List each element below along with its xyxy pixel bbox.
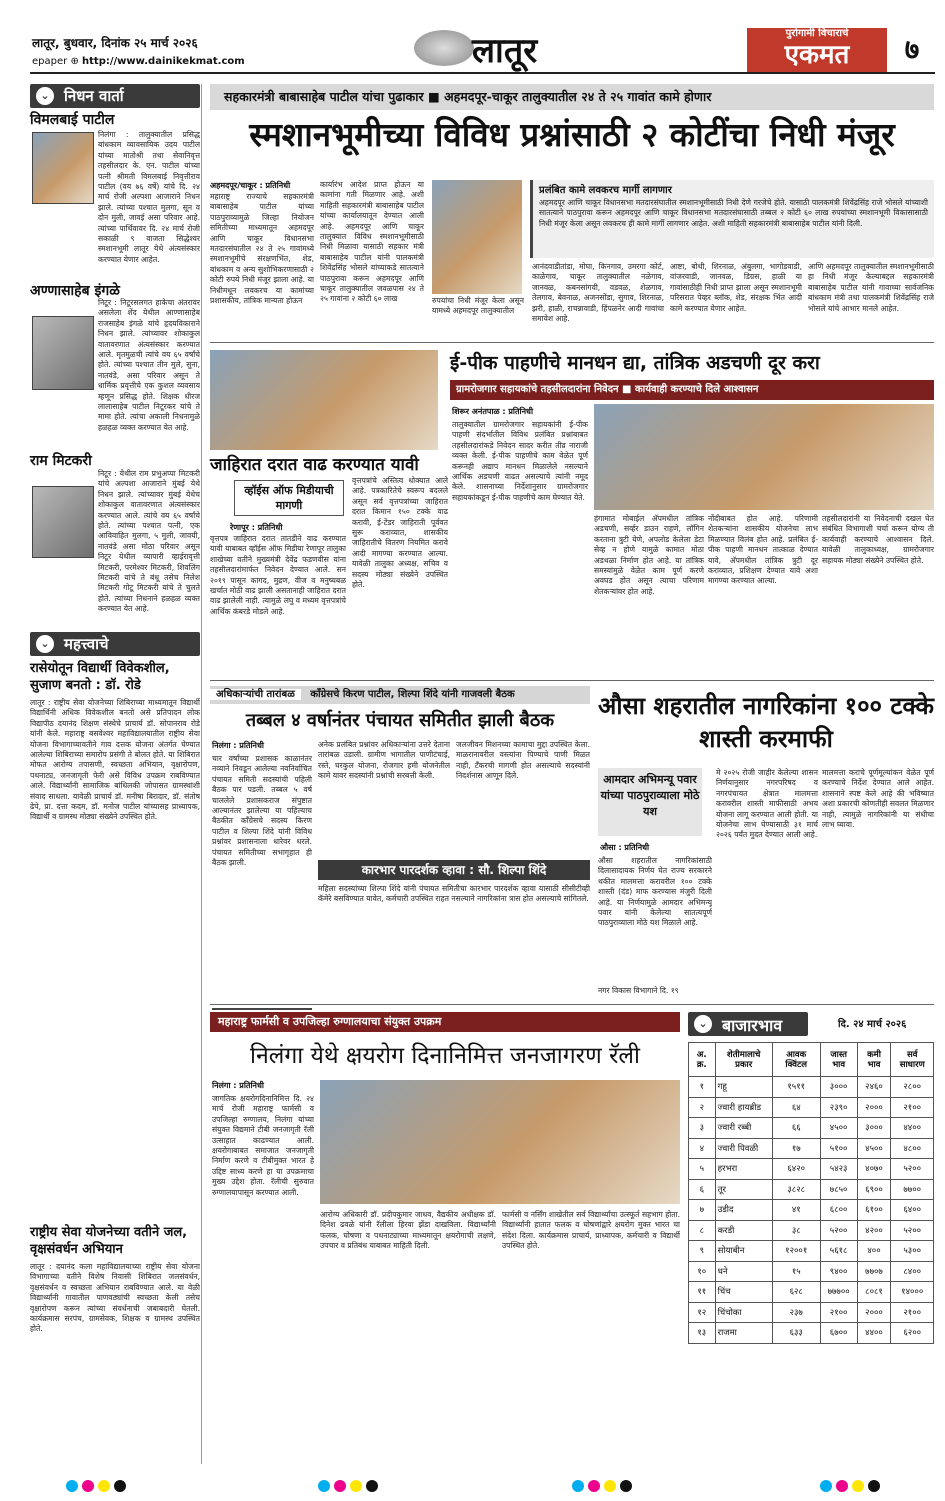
registration-dot-icon <box>82 1480 94 1492</box>
market-cell: ४१ <box>772 1200 820 1221</box>
market-cell: ७ <box>689 1200 716 1221</box>
nilanga-dateline: निलंगा : प्रतिनिधी <box>212 1081 264 1090</box>
market-cell: २००० <box>857 1302 891 1323</box>
commodity-name: तूर <box>715 1179 772 1200</box>
market-cell: ३००० <box>820 1077 857 1098</box>
epeek-body-col1: तालुक्यातील ग्रामरोजगार सहायकांनी ई-पीक पाहणी संदर्भातील विविध प्रलंबित प्रश्नांबाबत तहसीलदारांकडे निवेदन सादर करीत तीव्र नाराजी व्यक्त केली. ई-पीक पाहणीचे काम वेळेत पूर्ण करूनही अद्याप मानधन मिळालेले नसल्याने आर्थिक अडचणी वाढत असल्याचे त्यांनी नमूद केले. शासनाच्या निर्देशानुसार ग्रामरोजगार सहायकांकडून ई-पीक पाहणीचे काम घेण्यात येते. <box>452 420 588 502</box>
chevron-down-icon: ⌄ <box>694 1015 712 1033</box>
market-cell: १५ <box>772 1261 820 1282</box>
panchayat-body-col1: चार वर्षांच्या प्रशासक काळानंतर नव्याने निवडून आलेल्या नवनिर्वाचित पंचायत समिती सदस्यांची पहिली बैठक पार पडली. तब्बल ५ वर्ष चाललेले प्रशासकराज संपुष्टात आल्यानंतर झालेल्या या पहिल्याच बैठकीत काँग्रेसचे सदस्य किरण पाटील व शिल्पा शिंदे यांनी विविध प्रश्नांवर प्रशासनाला धारेवर धरले. पंचायत समितीच्या सभागृहात ही बैठक झाली. <box>212 754 312 868</box>
market-cell: ७८५० <box>820 1179 857 1200</box>
market-cell: २१०० <box>891 1302 934 1323</box>
market-cell: १५११ <box>772 1077 820 1098</box>
epeek-body-col3: नोंदीबाबत होत आहे. परिणामी शेतकऱ्यांना शासकीय योजनेचा लाभ मिळण्यात विलंब होत आहे. प्रलंबित ई-पीक पाहणी मानधन तात्काळ देण्यात यावे, अ‍ॅपमधील तांत्रिक त्रुटी दूर कराव्यात, प्रशिक्षण देण्यात यावे अशा मागण्या करण्यात आल्या. <box>708 514 818 586</box>
lead-box <box>530 180 934 258</box>
nilanga-body-col1: जागतिक क्षयरोगदिनानिमित्त दि. २४ मार्च रोजी महाराष्ट्र फार्मसी व उपजिल्हा रुग्णालय, निलंगा यांच्या संयुक्त विद्यमाने टीबी जनजागृती रॅली उत्साहात काढण्यात आली. क्षयरोगाबाबत समाजात जनजागृती निर्माण करणे व टीबीमुक्त भारत हे उद्दिष्ट साध्य करणे हा या उपक्रमाचा मुख्य उद्देश होता. रॅलीची सुरुवात रुग्णालयापासून करण्यात आली. <box>212 1094 314 1197</box>
market-cell: ४४०० <box>857 1323 891 1344</box>
table-row <box>689 1200 934 1221</box>
market-cell: २३९० <box>820 1097 857 1118</box>
market-cell: १३ <box>689 1323 716 1344</box>
table-row <box>689 1179 934 1200</box>
left-article-1-title: रासेयोतून विद्यार्थी विवेकशील, सुजाण बनतो : डॉ. रोडे <box>30 661 170 693</box>
market-cell: ७७०० <box>891 1179 934 1200</box>
registration-dot-icon <box>366 1480 378 1492</box>
epeek-headline: ई-पीक पाहणीचे मानधन द्या, तांत्रिक अडचणी दूर करा <box>450 352 820 374</box>
nilanga-body-col2: आरोग्य अधिकारी डॉ. प्रदीपकुमार जाधव, वैद्यकीय अधीक्षक डॉ. दिनेश ढवळे यांनी रॅलीला हिरवा झेंडा दाखविला. विद्यार्थ्यांनी फलक, घोषणा व पथनाट्याच्या माध्यमातून क्षयरोगाची लक्षणे, उपचार व प्रतिबंध याबाबत माहिती दिली. <box>320 1210 496 1251</box>
market-cell: ६२०० <box>891 1323 934 1344</box>
panchayat-body-col2: अनेक प्रलंबित प्रश्नांवर अधिकाऱ्यांना उत्तरे देताना तारांबळ उडाली. ग्रामीण भागातील पाणीटंचाई, रस्ते, घरकुल योजना, रोजगार हमी योजनेतील कामे यावर सदस्यांनी प्रश्नांची सरबत्ती केली. <box>318 740 450 781</box>
market-cell: २१०० <box>820 1302 857 1323</box>
commodity-name: धने <box>715 1261 772 1282</box>
market-cell: ११ <box>689 1282 716 1303</box>
brand-logo: एकमत <box>784 40 850 70</box>
ad-rate-body-col2: वृत्तपत्रांचे अस्तित्व धोक्यात आले आहे. पत्रकारितेचे स्वरूप बदलले असून सर्व वृत्तपत्रांच्या जाहिरात दरात किमान १५० टक्के वाढ करावी, ई-टेंडर जाहिराती पूर्ववत सुरू कराव्यात, शासकीय जाहिरातीचे वितरण नियमित करावे आदी मागण्या करण्यात आल्या. यावेळी तालुका अध्यक्ष, सचिव व सदस्य मोठ्या संख्येने उपस्थित होते. <box>352 476 448 590</box>
registration-dot-icon <box>836 1480 848 1492</box>
market-cell: ५२०० <box>891 1159 934 1180</box>
market-cell: २४६० <box>857 1077 891 1098</box>
masthead-rule <box>30 72 935 74</box>
registration-dot-icon <box>66 1480 78 1492</box>
market-cell: ४८०० <box>891 1138 934 1159</box>
market-cell: ५४२३ <box>820 1159 857 1180</box>
registration-dot-icon <box>572 1480 584 1492</box>
market-table-body <box>689 1077 934 1344</box>
obituary-text-3: निटूर : येथील राम प्रभुअप्पा मिटकरी यांचे अल्पशा आजाराने मुंबई येथे निधन झाले. त्यांच्यावर मुंबई येथेच शोकाकुल वातावरणात अंत्यसंस्कार करण्यात आले. त्यांचे वय ६५ वर्षांचे होते. त्यांच्या पश्चात पत्नी, एक आविवाहित मुलगा, ५ मुली, जावयी, नातवंडे असा मोठा परिवार असून निटूर येथील व्यापारी व्हाईरावृत्ती मिटकरी, परमेश्वर मिटकरी, शिवलिंग मिटकरी यांचे ते बंधू तसेच निलेश मिटकरी गोटू मिटकरी यांचे ते चुलते होते. त्यांच्या निधनाने हळहळ व्यक्त करण्यात येत आहे. <box>98 469 200 614</box>
obituary-section-title: निधन वार्ता <box>64 87 124 105</box>
table-row <box>689 1077 934 1098</box>
registration-dot-icon <box>604 1480 616 1492</box>
market-col-header: अ. क्र. <box>689 1043 716 1077</box>
market-cell: ५६१८ <box>820 1241 857 1262</box>
commodity-name: सोयाबीन <box>715 1241 772 1262</box>
panchayat-kicker <box>210 686 590 704</box>
market-cell: ६ <box>689 1179 716 1200</box>
ausa-body-col1b: नगर विकास विभागाने दि. १९ <box>598 986 679 995</box>
market-section-tag <box>688 1012 808 1036</box>
commodity-name: गहू <box>715 1077 772 1098</box>
registration-dot-icon <box>868 1480 880 1492</box>
obituary-name-2: अण्णासाहेब इंगळे <box>30 283 120 299</box>
minister-photo <box>432 180 522 294</box>
ausa-body-col2: मे २०२५ रोजी जाहीर केलेल्या शासन निर्णयानुसार नगरपरिषद व नगरपंचायत क्षेत्रात मालमत्ता करावरील शास्ती माफीसाठी अभय योजना लागू करण्यात आली होती. या योजनेचा लाभ घेण्यासाठी ३१ मार्च २०२६ पर्यंत मुदत देण्यात आली आहे. <box>716 768 818 840</box>
market-cell: ५२०० <box>820 1220 857 1241</box>
ausa-headline: औसा शहरातील नागरिकांना १०० टक्के शास्ती करमाफी <box>598 692 934 753</box>
lead-body-col1: महाराष्ट्र राज्याचे सहकारमंत्री बाबासाहेब पाटील यांच्या पाठपुराव्यामुळे जिल्हा नियोजन समितीच्या माध्यमातून अहमदपूर आणि चाकूर विधानसभा मतदारसंघातील २४ ते २५ गावांमध्ये स्मशानभूमीचे संरक्षणभिंत, शेड, बांधकाम व अन्य सुशोभिकरणासाठी २ कोटी रुपये निधी मंजूर झाला आहे. या निधीमधून लवकरच या कामांच्या प्रशासकीय, तांत्रिक मान्यता होऊन <box>210 192 314 306</box>
lead-divider <box>210 342 934 343</box>
print-registration-marks <box>0 1470 945 1500</box>
market-cell: ६६ <box>772 1118 820 1139</box>
panchayat-quote-box <box>318 860 590 880</box>
market-col-header: सर्व साधारण <box>891 1043 934 1077</box>
market-table-header-row <box>689 1043 934 1077</box>
market-rates-table <box>688 1042 934 1344</box>
chevron-down-icon: ⌄ <box>36 635 54 653</box>
table-row <box>689 1282 934 1303</box>
table-row <box>689 1302 934 1323</box>
epeek-dateline: शिरूर अनंतपाळ : प्रतिनिधी <box>452 407 534 416</box>
market-cell: ५१०० <box>820 1138 857 1159</box>
market-cell: ३८२८ <box>772 1179 820 1200</box>
ausa-body-col1: औसा शहरातील नागरिकांसाठी दिलासादायक निर्णय घेत राज्य सरकारने थकीत मालमत्ता करावरील १०० टक्के शास्ती (दंड) माफ करण्यास मंजुरी दिली आहे. या निर्णयामुळे आमदार अभिमन्यू पवार यांनी केलेल्या सातत्यपूर्ण पाठपुराव्याला मोठे यश मिळाले आहे. <box>598 856 712 928</box>
panchayat-dateline: निलंगा : प्रतिनिधी <box>212 741 264 750</box>
epeek-photo <box>594 404 934 510</box>
obituary-name-1: विमलबाई पाटील <box>30 112 115 128</box>
lower-divider <box>210 1004 934 1005</box>
market-cell: ६४०० <box>891 1200 934 1221</box>
lead-kicker: सहकारमंत्री बाबासाहेब पाटील यांचा पुढाकार ■ अहमदपूर-चाकूर तालुक्यातील २४ ते २५ गावांत कामे होणार <box>210 84 934 110</box>
market-cell: २००० <box>857 1097 891 1118</box>
table-row <box>689 1323 934 1344</box>
date-line: लातूर, बुधवार, दिनांक २५ मार्च २०२६ <box>32 36 198 50</box>
table-row <box>689 1220 934 1241</box>
commodity-name: चिंचोका <box>715 1302 772 1323</box>
market-col-header: जास्त भाव <box>820 1043 857 1077</box>
market-cell: २ <box>689 1097 716 1118</box>
city-title: लातूर <box>472 31 538 71</box>
obituary-section-tag <box>30 84 200 108</box>
page-number: ७ <box>904 33 920 66</box>
lead-body-col6: आणि अहमदपूर तालुक्यातील स्मशानभूमीसाठी हा निधी मंजूर केल्याबद्दल सहकारमंत्री बाबासाहेब पाटील यांनी गावाच्या सार्वजनिक बांधकाम मंत्री तथा पालकमंत्री शिवेंद्रसिंह राजे भोसले यांचे आभार मानले आहेत. <box>808 262 934 313</box>
market-cell: १० <box>689 1261 716 1282</box>
market-cell: ४०० <box>857 1241 891 1262</box>
table-row <box>689 1097 934 1118</box>
epaper-label: epaper <box>32 56 68 67</box>
lead-body-col3: रुपयांचा निधी मंजूर केला असून यामध्ये अहमदपूर तालुक्यातील <box>432 296 524 316</box>
commodity-name: करडी <box>715 1220 772 1241</box>
market-cell: १७ <box>772 1138 820 1159</box>
market-cell: ६७०० <box>820 1323 857 1344</box>
commodity-name: हरभरा <box>715 1159 772 1180</box>
obituary-name-3: राम मिटकरी <box>30 453 92 469</box>
market-rates-panel <box>688 1012 934 1464</box>
market-cell: १२००१ <box>772 1241 820 1262</box>
panchayat-headline: तब्बल ४ वर्षानंतर पंचायत समितीत झाली बैठक <box>245 710 555 731</box>
panchayat-photo <box>212 1008 312 1010</box>
commodity-name: ज्वारी पिवळी <box>715 1138 772 1159</box>
market-cell: ९ <box>689 1241 716 1262</box>
left-article-2-title: राष्ट्रीय सेवा योजनेच्या वतीने जल, वृक्षसंवर्धन अभियान <box>30 1225 188 1257</box>
panchayat-kicker-a: अधिकाऱ्यांची तारांबळ <box>210 689 301 700</box>
obituary-text-2: निटूर : निटूरसलगत हाकेचा अंतरावर असलेला शेंद येथील आण्णासाहेब राजसाहेब इंगळे यांचे हृदयविकाराने निधन झाले. त्यांच्यावर शोकाकुल वातावरणात अंत्यसंस्कार करण्यात आले. मृतमुळची त्यांचे वय ६५ वर्षांचे होते. त्यांच्या पश्चात तीन मुले, सुना, नातवंडे, असा परिवार असून ते धार्मिक प्रवृत्तीचे एक कुशल व्यवसाय म्हणून प्रसिद्ध होते. शिक्षक धीरज लालासाहेब पाटील निटूरकर यांचे ते मामा होते. त्यांचा अकाली निधनामुळे हळहळ व्यक्त करण्यात येत आहे. <box>98 298 200 432</box>
lead-dateline: अहमदपूर/चाकूर : प्रतिनिधी <box>210 181 291 190</box>
commodity-name: चिंच <box>715 1282 772 1303</box>
epeek-subbar: ग्रामरोजगार सहायकांचे तहसीलदारांना निवेदन ■ कार्यवाही करण्याचे दिले आश्वासन <box>450 380 934 400</box>
ad-rate-dateline: रेणापूर : प्रतिनिधी <box>230 523 283 532</box>
epeek-body-col2: हंगामात मोबाईल अ‍ॅपमधील तांत्रिक अडचणी, सर्व्हर डाउन राहणे, लॉगिन करताना त्रुटी येणे, अपलोड केलेला डेटा सेव्ह न होणे यामुळे कामात मोठा अडथळा निर्माण होत आहे. या तांत्रिक समस्यांमुळे वेळेत काम पूर्ण करणे अवघड होत असून त्याचा परिणाम शेतकऱ्यांवर होत आहे. <box>594 514 704 596</box>
market-cell: ९४०० <box>820 1261 857 1282</box>
market-cell: ६३३ <box>772 1323 820 1344</box>
commodity-name: राजमा <box>715 1323 772 1344</box>
ad-rate-body-col1: वृत्तपत्र जाहिरात दरात तातडीने वाढ करण्यात यावी याबाबत व्हॉईस ऑफ मिडीया रेणापूर तालुका शाखेच्या वतीने मुख्यमंत्री देवेंद्र फडणवीस यांना तहसीलदारांमार्फत निवेदन देण्यात आले. सन २०१९ पासून कागद, मुद्रण, वीज व मनुष्यबळ खर्चात मोठी वाढ झाली असतानाही जाहिरात दरात वाढ झालेली नाही. त्यामुळे लघु व मध्यम वृत्तपत्रांचे आर्थिक कंबरडे मोडले आहे. <box>210 534 346 616</box>
chevron-down-icon: ⌄ <box>36 87 54 105</box>
panchayat-body-col4: जलजीवन मिशनच्या कामाचा मुद्दा उपस्थित केला. माळरानावरील वस्त्यांना पिण्याचे पाणी मिळत नाही, टँकरची मागणी होत असल्याचे सदस्यांनी निदर्शनास आणून दिले. <box>456 740 590 781</box>
registration-dot-icon <box>350 1480 362 1492</box>
epaper-line <box>32 56 245 67</box>
market-cell: ४०७० <box>857 1159 891 1180</box>
important-section-title: महत्त्वाचे <box>64 635 109 653</box>
ad-rate-headline: जाहिरात दरात वाढ करण्यात यावी <box>210 455 419 475</box>
market-cell: १ <box>689 1077 716 1098</box>
ausa-body-col3: मालमत्ता कराचे पूर्णमूल्यांकन वेळेत पूर्ण करण्याचे निर्देश देण्यात आले आहेत. शासनाने स्पष्ट केले आहे की भविष्यात अशा प्रकारची कोणतीही सवलत मिळणार नाही, त्यामुळे नागरिकांनी या संधीचा लाभ घ्यावा. <box>822 768 934 830</box>
nilanga-rally-photo <box>320 1080 680 1204</box>
market-date: दि. २४ मार्च २०२६ <box>838 1019 907 1030</box>
market-section-title: बाजारभाव <box>722 1016 783 1035</box>
market-col-header: आवक क्विंटल <box>772 1043 820 1077</box>
market-cell: ४५०० <box>857 1138 891 1159</box>
registration-dot-icon <box>114 1480 126 1492</box>
panchayat-kicker-b: काँग्रेसचे किरण पाटील, शिल्पा शिंदे यांनी गाजवली बैठक <box>310 689 515 700</box>
market-cell: ४५०० <box>820 1118 857 1139</box>
panchayat-body-col3: महिला सदस्यांच्या शिल्पा शिंदे यांनी पंचायत समितीचा कारभार पारदर्शक व्हावा यासाठी सीसीटीव्ही कॅमेरे बसविण्यात यावेत, कर्मचारी उपस्थित राहत नसल्याने नागरिकांना त्रास होत असल्याचे सांगितले. <box>318 884 590 904</box>
table-row <box>689 1241 934 1262</box>
nilanga-kicker: महाराष्ट्र फार्मसी व उपजिल्हा रुग्णालयाचा संयुक्त उपक्रम <box>210 1012 680 1032</box>
registration-dot-icon <box>318 1480 330 1492</box>
table-row <box>689 1159 934 1180</box>
nilanga-headline: निलंगा येथे क्षयरोग दिनानिमित्त जनजागरण रॅली <box>250 1043 640 1069</box>
market-cell: १२ <box>689 1302 716 1323</box>
market-cell: ६२८ <box>772 1282 820 1303</box>
market-cell: ६९०० <box>857 1179 891 1200</box>
left-article-1-body: लातूर : राष्ट्रीय सेवा योजनेच्या शिबिराच्या माध्यमातून विद्यार्थी विद्यार्थिनी अधिक विवेकशील बनतो असे प्रतिपादन लोक विद्यापीठ दयानंद शिक्षण संस्थेचे प्राचार्य डॉ. सोपानराव रोडे यांनी केले. महाराष्ट्र बसवेश्वर महाविद्यालयातील राष्ट्रीय सेवा योजना विभागाच्यावतीने गाव दत्तक योजना अंतर्गत घेण्यात आलेल्या शिबिराच्या समारोप प्रसंगी ते बोलत होते. या शिबिरात मोफत आरोग्य तपासणी, स्वच्छता अभियान, वृक्षारोपण, पथनाट्य, जनजागृती फेरी असे विविध उपक्रम राबविण्यात आले. विद्यार्थ्यांनी सामाजिक बांधिलकी जोपासत ग्रामस्थांशी संवाद साधला. यावेळी प्राचार्य डॉ. मनीषा बिरादार, डॉ. संतोष ढेपे, प्रा. दत्ता कदम, डॉ. मनोज पाटील यांच्यासह प्राध्यापक, विद्यार्थी व ग्रामस्थ मोठ्या संख्येने उपस्थित होते. <box>30 698 200 822</box>
market-cell: ६४ <box>772 1097 820 1118</box>
commodity-name: ज्वारी रब्बी <box>715 1118 772 1139</box>
ad-rate-photo <box>210 350 438 450</box>
left-column <box>30 84 202 1464</box>
market-cell: ४ <box>689 1138 716 1159</box>
important-section-tag <box>30 632 200 656</box>
lead-box-text: अहमदपूर आणि चाकूर विधानसभा मतदारसंघातील स्मशानभूमीसाठी निधी देणे गरजेचे होते. यासाठी पालकमंत्री शिवेंद्रसिंह राजे भोसले यांच्याशी सातत्याने पाठपुरावा करून अहमदपूर आणि चाकूर विधानसभा मतदारसंघासाठी तब्बल २ कोटी ६० लाख रुपयांच्या स्मशानभूमी विकासासाठी निधी मंजूर केला असून लवकरच ही कामे मार्गी लागणार आहेत. अशी माहिती सहकारमंत्री बाबासाहेब पाटील यांनी दिली. <box>539 198 928 228</box>
registration-dot-icon <box>334 1480 346 1492</box>
market-cell: ७७७०० <box>820 1282 857 1303</box>
registration-dot-icon <box>98 1480 110 1492</box>
market-cell: २१०० <box>891 1097 934 1118</box>
market-cell: ४२०० <box>857 1220 891 1241</box>
market-cell: ८४०० <box>891 1261 934 1282</box>
commodity-name: ज्वारी हायब्रीड <box>715 1097 772 1118</box>
masthead <box>0 0 945 74</box>
market-cell: ८ <box>689 1220 716 1241</box>
table-row <box>689 1138 934 1159</box>
market-cell: ५३०० <box>891 1241 934 1262</box>
lead-body-col2: कार्यारंभ आदेश प्राप्त होऊन या कामांना गती मिळणार आहे. अशी माहिती सहकारमंत्री बाबासाहेब पाटील यांच्या कार्यालयातून देण्यात आली आहे. अहमदपूर आणि चाकूर तालुक्यात विविध स्मशानभूमीसाठी निधी मिळावा यासाठी सहकार मंत्री बाबासाहेब पाटील यांनी पालकमंत्री शिवेंद्रसिंह भोसले यांच्याकडे सातत्याने पाठपुरावा करून अहमदपूर आणि चाकूर तालुक्यातील जवळपास २४ ते २५ गावांना २ कोटी ६० लाख <box>320 180 424 304</box>
panchayat-quote-title: कारभार पारदर्शक व्हावा : सौ. शिल्पा शिंदे <box>361 863 547 877</box>
market-cell: ६४२० <box>772 1159 820 1180</box>
brand-box <box>747 28 887 72</box>
market-cell: ६१०० <box>857 1200 891 1221</box>
lead-box-title: प्रलंबित कामे लवकरच मार्गी लागणार <box>539 185 672 196</box>
obituary-text-1: निलंगा : तालुक्यातील प्रसिद्ध बांधकाम व्यावसायिक उदय पाटील यांच्या मातोश्री तथा सेवानिवृत्त तहसीलदार के. एन. पाटील यांच्या पत्नी श्रीमती विमलबाई निवृत्तीराव पाटील (वय ७६ वर्षे) यांचे दि. २४ मार्च रोजी अल्पशा आजाराने निधन झाले. त्यांच्या पश्चात मुलगा, सून व दोन मुली, जावई असा परिवार आहे. त्यांच्या पार्थिवावर दि. २४ मार्च रोजी सकाळी ९ वाजता सिद्धेश्वर स्मशानभूमी लातूर येथे अंत्यसंस्कार करण्यात येणार आहेत. <box>98 130 200 264</box>
left-article-2-body: लातूर : दयानंद कला महाविद्यालयाच्या राष्ट्रीय सेवा योजना विभागाच्या वतीने विशेष निवासी शिबिरात जलसंवर्धन, वृक्षसंवर्धन व स्वच्छता अभियान राबविण्यात आले. या वेळी विद्यार्थ्यांनी गावातील पाणवठ्यांची स्वच्छता केली तसेच वृक्षारोपण करून त्यांच्या संवर्धनाची जबाबदारी घेतली. कार्यक्रमास सरपंच, ग्रामसेवक, शिक्षक व ग्रामस्थ उपस्थित होते. <box>30 1262 200 1334</box>
registration-dot-icon <box>820 1480 832 1492</box>
market-col-header: शेतीमालाचे प्रकार <box>715 1043 772 1077</box>
nilanga-body-col3: फार्मसी व नर्सिंग शाखेतील सर्व विद्यार्थ्यांचा उत्स्फूर्त सहभाग होता. विद्यार्थ्यांनी हातात फलक व घोषणांद्वारे क्षयरोग मुक्त भारत चा संदेश दिला. कार्यक्रमास प्राचार्य, प्राध्यापक, कर्मचारी व विद्यार्थी उपस्थित होते. <box>502 1210 680 1251</box>
market-cell: ६८०० <box>820 1200 857 1221</box>
mid-divider <box>210 680 934 681</box>
market-cell: ७७०७ <box>857 1261 891 1282</box>
market-cell: ३ <box>689 1118 716 1139</box>
website-link[interactable]: http://www.dainikekmat.com <box>82 56 245 67</box>
epeek-body-col4: तहसीलदारांनी या निवेदनाची दखल घेत संबंधित विभागाशी चर्चा करून योग्य ती कार्यवाही करण्याचे आश्वासन दिले. यावेळी तालुकाध्यक्ष, ग्रामरोजगार सहायक मोठ्या संख्येने उपस्थित होते. <box>822 514 934 565</box>
registration-dot-icon <box>620 1480 632 1492</box>
lead-body-col5: आष्टा, बोथी, शिरनाळ, अंबुलगा, भागोडवाडी, वांजरवाडी, जानवळ, डिग्रस, हाळी या गावांसाठीही निधी प्राप्त झाला असून स्मशानभूमी परिसरात पेव्हर ब्लॉक, शेड, संरक्षक भिंत आदी कामे करण्यात येणार आहेत. <box>670 262 802 313</box>
commodity-name: उडीद <box>715 1200 772 1221</box>
lead-body-col4: आनंदवाडीतांडा, मोघा, किनगाव, उमरगा कोर्ट, काळेगाव, चाकूर तालुक्यातील नळेगाव, जानवळ, कबनसांगवी, वडवळ, शेळगाव, तेलगाव, बेवनाळ, अजनसोंडा, सुगाव, शिरनाळ, झरी, हाळी, राचन्नावाडी, हिंपळनेर आदी गावांचा समावेश आहे. <box>532 262 664 324</box>
market-cell: १४००० <box>891 1282 934 1303</box>
market-cell: ३८ <box>772 1220 820 1241</box>
ausa-box: आमदार अभिमन्यू पवार यांच्या पाठपुराव्याला मोठे यश <box>598 768 702 836</box>
market-cell: ४४०० <box>891 1118 934 1139</box>
globe-icon: ⊕ <box>70 56 79 67</box>
market-cell: २८०० <box>891 1077 934 1098</box>
market-col-header: कमी भाव <box>857 1043 891 1077</box>
market-cell: ५२०० <box>891 1220 934 1241</box>
table-row <box>689 1118 934 1139</box>
table-row <box>689 1261 934 1282</box>
market-cell: २३७ <box>772 1302 820 1323</box>
market-cell: ५ <box>689 1159 716 1180</box>
registration-dot-icon <box>588 1480 600 1492</box>
market-cell: ८०८१ <box>857 1282 891 1303</box>
brand-tagline: पुरोगामी विचाराचे <box>785 28 849 39</box>
market-cell: ३००० <box>857 1118 891 1139</box>
ausa-dateline: औसा : प्रतिनिधी <box>600 843 650 852</box>
city-ornament-icon <box>414 30 474 66</box>
registration-dot-icon <box>852 1480 864 1492</box>
lead-headline: स्मशानभूमीच्या विविध प्रश्नांसाठी २ कोटींचा निधी मंजूर <box>249 115 895 154</box>
ad-rate-sub: व्हॉईस ऑफ मिडीयाची मागणी <box>234 480 344 516</box>
